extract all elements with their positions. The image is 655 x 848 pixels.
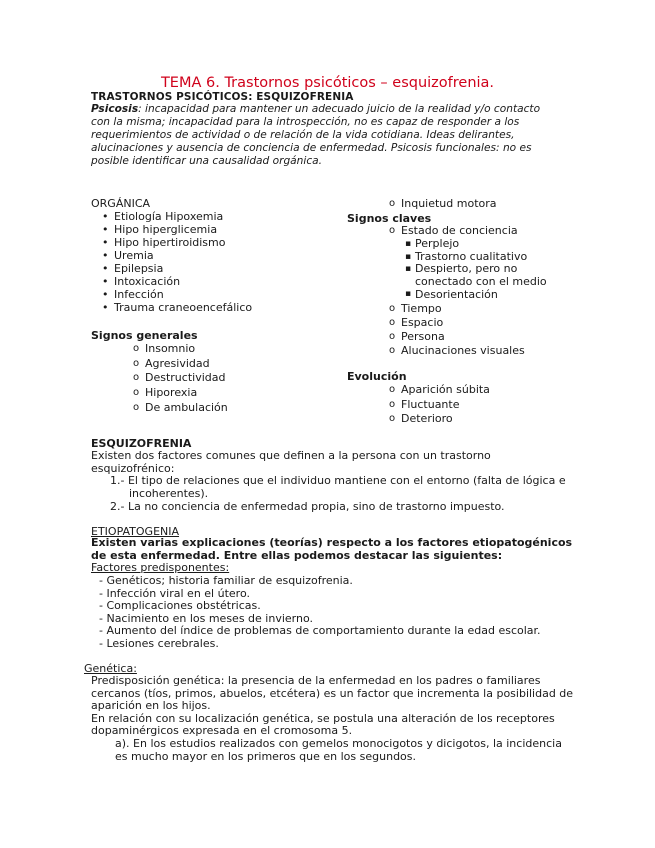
- text-line: aparición en los hijos.: [91, 699, 211, 712]
- genetica-paragraph: [91, 675, 573, 738]
- esquizofrenia-intro: [91, 450, 491, 475]
- text-line: En relación con su localización genética, se postula una alteración de los receptores: [91, 711, 555, 725]
- list-item: o Estado de conciencia: [401, 224, 518, 237]
- psicosis-line: requerimientos de actividad o de relación de la vida cotidiana. Ideas delirantes,: [91, 129, 515, 141]
- text-line: La no conciencia de enfermedad propia, sino de trastorno impuesto.: [127, 500, 505, 513]
- signos-generales-label: Signos generales: [91, 329, 198, 342]
- list-item-continuation: conectado con el medio: [415, 274, 547, 288]
- psicosis-line: posible identificar una causalidad orgánica.: [91, 155, 323, 167]
- list-item: • Hipo hipertiroidismo: [114, 236, 252, 249]
- list-item: • Hipo hiperglicemia: [114, 223, 252, 236]
- list-item: - Infección viral en el útero.: [99, 586, 250, 600]
- signos-claves-label: Signos claves: [347, 212, 432, 225]
- list-item: • Etiología Hipoxemia: [114, 210, 252, 223]
- psicosis-term: Psicosis: [91, 103, 139, 115]
- list-item: - Nacimiento en los meses de invierno.: [99, 611, 313, 625]
- estado-more-list: [401, 302, 525, 358]
- psicosis-line: : incapacidad para mantener un adecuado juicio de la realidad y/o contacto: [138, 103, 541, 115]
- organica-list: [114, 210, 252, 314]
- psicosis-line: alucinaciones y ausencia de conciencia de enfermedad. Psicosis funcionales: no es: [91, 142, 532, 154]
- list-item: o Tiempo: [401, 302, 525, 316]
- text-line: a). En los estudios realizados con gemelos monocigotos y dicigotos, la incidencia: [115, 737, 562, 750]
- list-item: - Aumento del índice de problemas de comportamiento durante la edad escolar.: [99, 624, 541, 637]
- list-item: - Complicaciones obstétricas.: [99, 599, 261, 612]
- evolucion-label: Evolución: [347, 370, 407, 383]
- genetica-heading: Genética:: [84, 662, 137, 675]
- list-item: o Insomnio: [145, 342, 228, 357]
- esquizofrenia-heading: ESQUIZOFRENIA: [91, 437, 192, 450]
- item-number: 1.-: [110, 474, 125, 487]
- etiopatogenia-heading: ETIOPATOGENIA: [91, 525, 180, 538]
- text-line: Existen varias explicaciones (teorías) respecto a los factores etiopatogénicos: [91, 536, 573, 549]
- list-item: o Destructividad: [145, 371, 228, 386]
- list-item: • Trauma craneoencefálico: [114, 301, 252, 314]
- list-item: o Agresividad: [145, 357, 228, 372]
- text-line: cercanos (tíos, primos, abuelos, etcétera) es un factor que incrementa la posibilidad de: [91, 686, 574, 700]
- list-item: • Intoxicación: [114, 275, 252, 288]
- text-line: Predisposición genética: la presencia de la enfermedad en los padres o familiares: [91, 674, 541, 687]
- etiopatogenia-intro: [91, 537, 572, 575]
- list-item: ▪ Perplejo: [415, 238, 547, 251]
- list-item: - Genéticos; historia familiar de esquizofrenia.: [99, 574, 353, 587]
- list-item: - Lesiones cerebrales.: [99, 636, 219, 650]
- signos-generales-list: [145, 342, 228, 416]
- list-item: ▪ Trastorno cualitativo: [415, 251, 547, 264]
- esquizofrenia-list: [110, 475, 566, 514]
- list-item: • Uremia: [114, 249, 252, 262]
- list-item: o Persona: [401, 330, 525, 344]
- text-line: dopaminérgicos expresada en el cromosoma 5.: [91, 724, 353, 737]
- text-line: esquizofrénico:: [91, 461, 175, 475]
- page-title: TEMA 6. Trastornos psicóticos – esquizofrenia.: [160, 75, 495, 91]
- organica-label: ORGÁNICA: [91, 197, 151, 210]
- text-line: El tipo de relaciones que el individuo mantiene con el entorno (falta de lógica e: [127, 474, 566, 487]
- estado-sublist: [415, 238, 547, 301]
- evolucion-list: [401, 383, 490, 427]
- list-item: • Epilepsia: [114, 262, 252, 275]
- list-item: ▪ Desorientación: [415, 288, 547, 301]
- list-item: o Fluctuante: [401, 398, 490, 413]
- text-line: incoherentes).: [129, 486, 209, 500]
- psicosis-paragraph: [91, 103, 561, 168]
- section-heading: TRASTORNOS PSICÓTICOS: ESQUIZOFRENIA: [91, 91, 354, 103]
- list-item: o Deterioro: [401, 412, 490, 427]
- factores-list: [99, 575, 541, 650]
- list-item: o Aparición súbita: [401, 383, 490, 398]
- list-item: o Alucinaciones visuales: [401, 344, 525, 358]
- genetica-sub: [115, 738, 562, 764]
- list-item: o Inquietud motora: [401, 197, 497, 210]
- factores-label: Factores predisponentes:: [91, 561, 230, 574]
- text-line: Existen dos factores comunes que definen a la persona con un trastorno: [91, 449, 491, 462]
- text-line: es mucho mayor en los primeros que en los segundos.: [115, 749, 417, 763]
- text-line: de esta enfermedad. Entre ellas podemos destacar las siguientes:: [91, 548, 503, 562]
- item-number: 2.-: [110, 500, 125, 513]
- list-item: • Infección: [114, 288, 252, 301]
- list-item: o Hiporexia: [145, 386, 228, 401]
- list-item: ▪ Despierto, pero no: [415, 263, 547, 276]
- list-item: o Espacio: [401, 316, 525, 330]
- list-item: o De ambulación: [145, 401, 228, 416]
- psicosis-line: con la misma; incapacidad para la introspección, no es capaz de responder a los: [91, 116, 520, 128]
